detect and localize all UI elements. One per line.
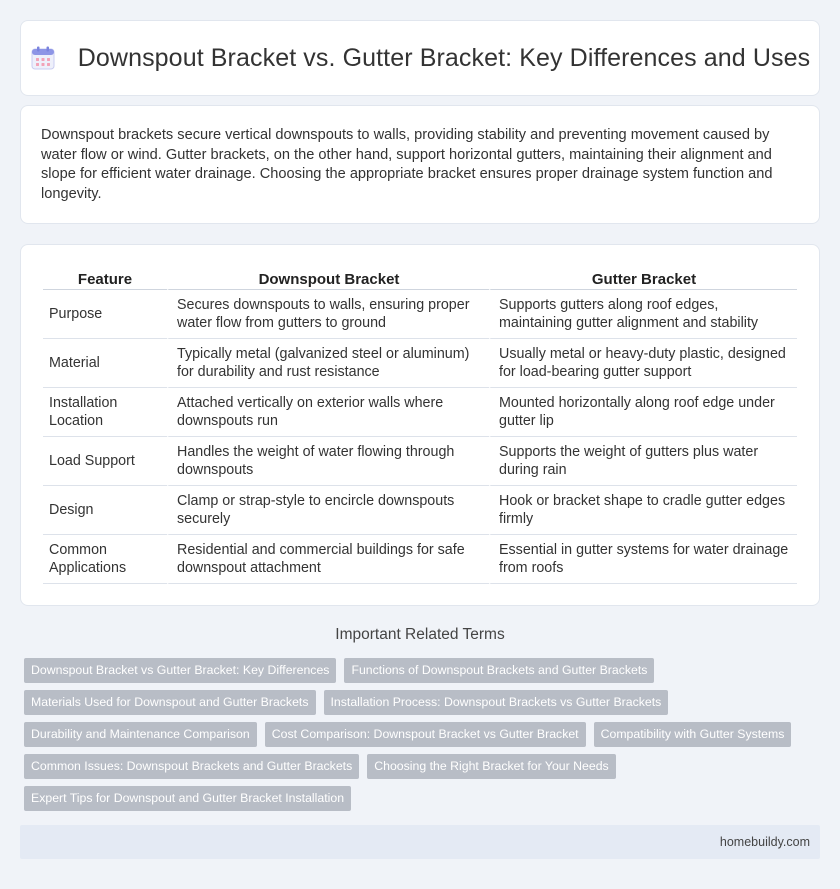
feature-cell: Design <box>43 486 167 535</box>
table-row <box>43 290 797 339</box>
related-term-tag[interactable]: Compatibility with Gutter Systems <box>594 722 792 747</box>
related-term-tag[interactable]: Downspout Bracket vs Gutter Bracket: Key Differences <box>24 658 336 683</box>
footer-site-name[interactable]: homebuildy.com <box>719 835 810 849</box>
gutter-cell: Supports gutters along roof edges, maintaining gutter alignment and stability <box>489 290 797 339</box>
comparison-table <box>43 265 797 584</box>
header-downspout: Downspout Bracket <box>167 265 489 290</box>
header-feature: Feature <box>43 265 167 290</box>
related-terms-list <box>24 658 824 818</box>
header-gutter: Gutter Bracket <box>489 265 797 290</box>
tag-row <box>24 786 824 818</box>
table-row <box>43 339 797 388</box>
tag-row <box>24 754 824 786</box>
tag-row <box>24 690 824 722</box>
downspout-cell: Typically metal (galvanized steel or aluminum) for durability and rust resistance <box>167 339 489 388</box>
calendar-icon <box>30 45 56 71</box>
related-term-tag[interactable]: Choosing the Right Bracket for Your Needs <box>367 754 615 779</box>
related-term-tag[interactable]: Expert Tips for Downspout and Gutter Bracket Installation <box>24 786 351 811</box>
feature-cell: Material <box>43 339 167 388</box>
gutter-cell: Essential in gutter systems for water drainage from roofs <box>489 535 797 584</box>
gutter-cell: Usually metal or heavy-duty plastic, designed for load-bearing gutter support <box>489 339 797 388</box>
related-term-tag[interactable]: Common Issues: Downspout Brackets and Gutter Brackets <box>24 754 359 779</box>
related-term-tag[interactable]: Materials Used for Downspout and Gutter Brackets <box>24 690 316 715</box>
downspout-cell: Handles the weight of water flowing through downspouts <box>167 437 489 486</box>
related-term-tag[interactable]: Functions of Downspout Brackets and Gutter Brackets <box>344 658 654 683</box>
feature-cell: Load Support <box>43 437 167 486</box>
table-header-row <box>43 265 797 290</box>
downspout-cell: Residential and commercial buildings for safe downspout attachment <box>167 535 489 584</box>
table-row <box>43 486 797 535</box>
downspout-cell: Clamp or strap-style to encircle downspouts securely <box>167 486 489 535</box>
related-term-tag[interactable]: Installation Process: Downspout Brackets vs Gutter Brackets <box>324 690 669 715</box>
downspout-cell: Attached vertically on exterior walls where downspouts run <box>167 388 489 437</box>
related-term-tag[interactable]: Cost Comparison: Downspout Bracket vs Gutter Bracket <box>265 722 586 747</box>
gutter-cell: Supports the weight of gutters plus water during rain <box>489 437 797 486</box>
intro-card <box>20 105 820 224</box>
feature-cell: Installation Location <box>43 388 167 437</box>
table-row <box>43 437 797 486</box>
page-title: Downspout Bracket vs. Gutter Bracket: Key Differences and Uses <box>77 43 811 72</box>
header-card <box>20 20 820 96</box>
gutter-cell: Mounted horizontally along roof edge under gutter lip <box>489 388 797 437</box>
footer <box>20 825 820 859</box>
table-row <box>43 535 797 584</box>
feature-cell: Common Applications <box>43 535 167 584</box>
gutter-cell: Hook or bracket shape to cradle gutter edges firmly <box>489 486 797 535</box>
table-row <box>43 388 797 437</box>
related-terms-title: Important Related Terms <box>335 626 505 643</box>
feature-cell: Purpose <box>43 290 167 339</box>
related-term-tag[interactable]: Durability and Maintenance Comparison <box>24 722 257 747</box>
comparison-card <box>20 244 820 606</box>
tag-row <box>24 722 824 754</box>
intro-paragraph: Downspout brackets secure vertical downspouts to walls, providing stability and preventing movement caused by water flow or wind. Gutter brackets, on the other hand, support horizontal gutters, maintaining their alignment and slope for efficient water drainage. Choosing the appropriate bracket ensures proper drainage system function and longevity. <box>41 127 773 202</box>
downspout-cell: Secures downspouts to walls, ensuring proper water flow from gutters to ground <box>167 290 489 339</box>
tag-row <box>24 658 824 690</box>
